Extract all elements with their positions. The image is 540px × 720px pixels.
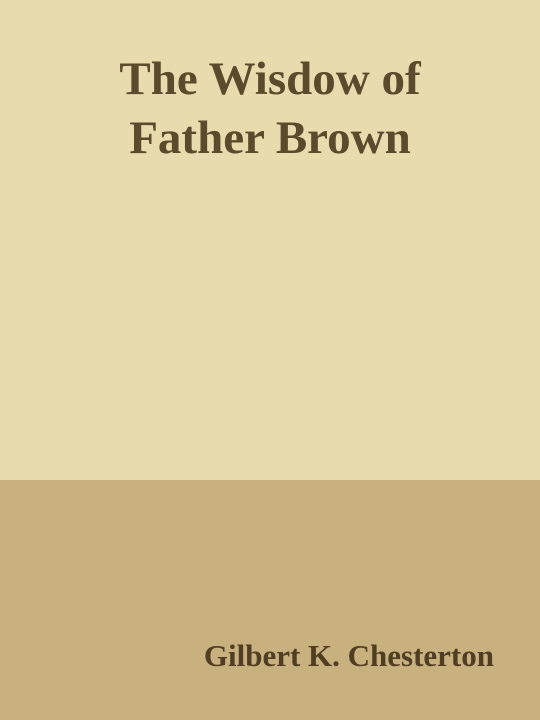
book-title bbox=[0, 50, 540, 168]
book-author: Gilbert K. Chesterton bbox=[203, 638, 494, 673]
book-title-line-2: Father Brown bbox=[129, 112, 411, 164]
book-title-line-1: The Wisdow of bbox=[119, 53, 421, 105]
cover-bottom-panel bbox=[0, 480, 540, 720]
